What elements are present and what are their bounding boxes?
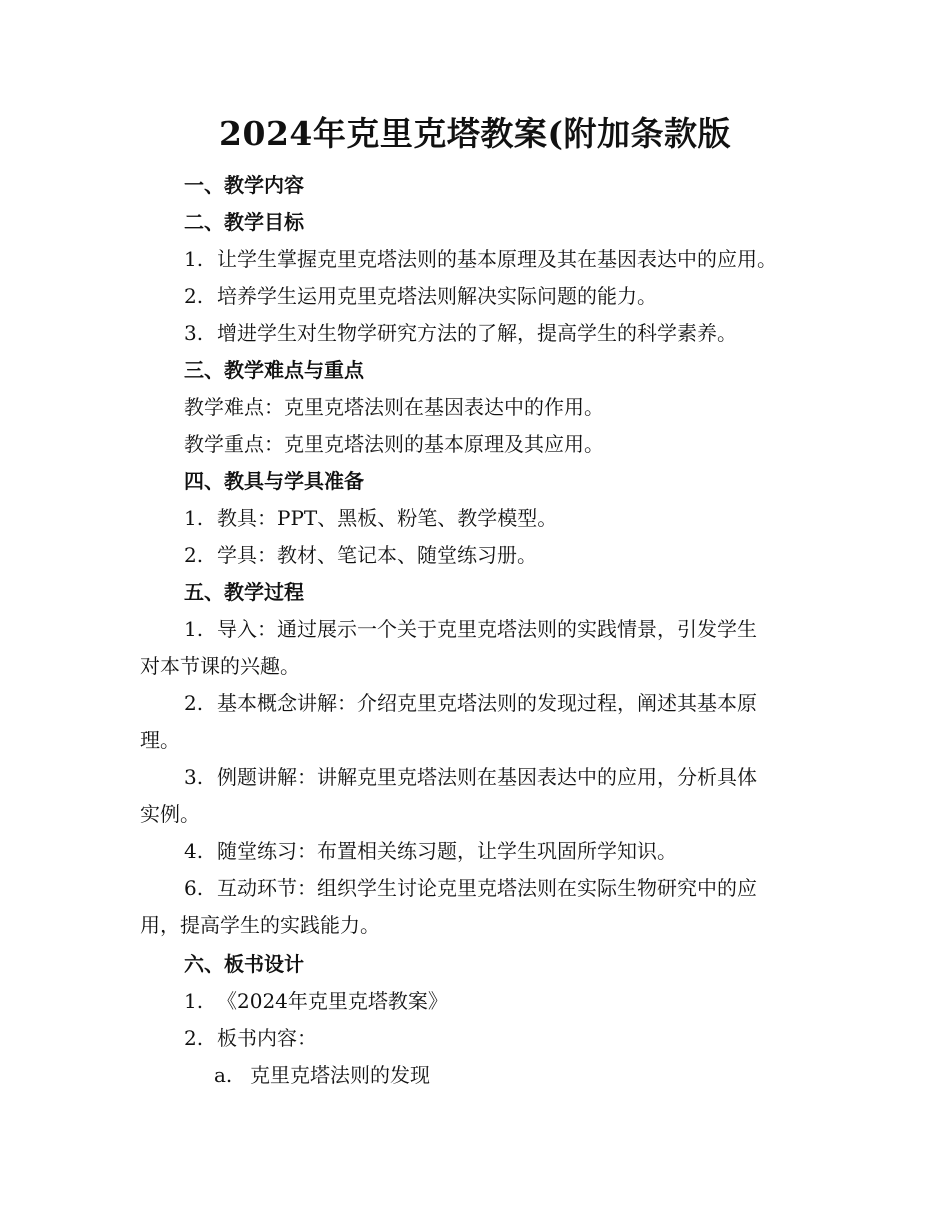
tool-number: 1. — [184, 506, 204, 530]
process-item-line — [140, 837, 864, 865]
goal-text: 增进学生对生物学研究方法的了解，提高学生的科学素养。 — [217, 321, 737, 345]
section-heading-tools: 四、教具与学具准备 — [184, 469, 364, 493]
process-number: 6. — [184, 876, 204, 900]
section-heading-goals: 二、教学目标 — [184, 210, 304, 234]
process-text: 随堂练习：布置相关练习题，让学生巩固所学知识。 — [217, 839, 677, 863]
goal-item — [140, 282, 864, 310]
process-number: 1. — [184, 617, 204, 641]
board-number: 2. — [184, 1026, 204, 1050]
process-item-continuation: 用，提高学生的实践能力。 — [140, 913, 380, 937]
board-text: 《2024年克里克塔教案》 — [217, 989, 448, 1013]
goal-text: 让学生掌握克里克塔法则的基本原理及其在基因表达中的应用。 — [217, 247, 777, 271]
process-text: 导入：通过展示一个关于克里克塔法则的实践情景，引发学生 — [217, 617, 757, 641]
board-text: 板书内容： — [217, 1026, 317, 1050]
process-item-continuation: 理。 — [140, 728, 180, 752]
tool-number: 2. — [184, 543, 204, 567]
board-subitem-text: 克里克塔法则的发现 — [250, 1063, 430, 1087]
board-number: 1. — [184, 989, 204, 1013]
process-number: 3. — [184, 765, 204, 789]
goal-number: 2. — [184, 284, 204, 308]
goal-text: 培养学生运用克里克塔法则解决实际问题的能力。 — [217, 284, 657, 308]
tool-text: 学具：教材、笔记本、随堂练习册。 — [217, 543, 537, 567]
process-text: 例题讲解：讲解克里克塔法则在基因表达中的应用，分析具体 — [217, 765, 757, 789]
tool-text: 教具：PPT、黑板、粉笔、教学模型。 — [217, 506, 558, 530]
process-item-line — [140, 763, 864, 791]
difficulty-text: 教学难点：克里克塔法则在基因表达中的作用。 — [184, 395, 604, 419]
process-text: 基本概念讲解：介绍克里克塔法则的发现过程，阐述其基本原 — [217, 691, 757, 715]
document-title: 2024年克里克塔教案(附加条款版 — [219, 114, 731, 153]
process-text: 互动环节：组织学生讨论克里克塔法则在实际生物研究中的应 — [217, 876, 757, 900]
goal-item — [140, 319, 864, 347]
goal-number: 1. — [184, 247, 204, 271]
process-item-continuation: 对本节课的兴趣。 — [140, 654, 300, 678]
goal-item — [140, 245, 864, 273]
section-heading-content: 一、教学内容 — [184, 173, 304, 197]
board-subitem — [140, 1061, 894, 1089]
goal-number: 3. — [184, 321, 204, 345]
board-item — [140, 987, 864, 1015]
tool-item — [140, 504, 864, 532]
board-subitem-letter: a. — [214, 1063, 233, 1087]
section-heading-process: 五、教学过程 — [184, 580, 304, 604]
process-item-line — [140, 874, 864, 902]
section-heading-keypoints: 三、教学难点与重点 — [184, 358, 364, 382]
focus-text: 教学重点：克里克塔法则的基本原理及其应用。 — [184, 432, 604, 456]
process-item-line — [140, 689, 864, 717]
process-number: 2. — [184, 691, 204, 715]
process-number: 4. — [184, 839, 204, 863]
process-item-continuation: 实例。 — [140, 802, 200, 826]
process-item-line — [140, 615, 864, 643]
board-item — [140, 1024, 864, 1052]
section-heading-board: 六、板书设计 — [184, 952, 304, 976]
tool-item — [140, 541, 864, 569]
